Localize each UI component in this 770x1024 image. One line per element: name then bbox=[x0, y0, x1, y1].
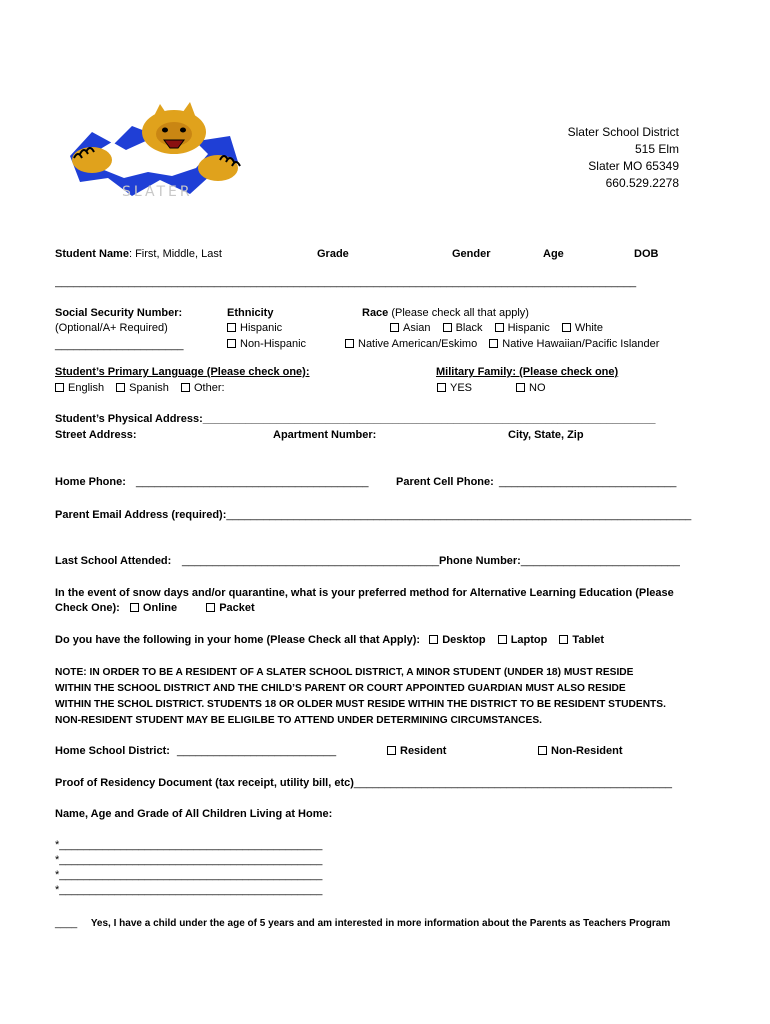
residency-proof-field[interactable]: ____________________________________________________ bbox=[353, 777, 673, 789]
military-option-label: YES bbox=[450, 382, 473, 394]
military-option-label: NO bbox=[529, 382, 546, 394]
race-option-asian[interactable] bbox=[390, 322, 431, 334]
physical-address-label: Student’s Physical Address: bbox=[55, 413, 203, 425]
language-option-label: English bbox=[68, 382, 105, 394]
language-option-label: Spanish bbox=[129, 382, 169, 394]
student-name-label: Student Name bbox=[55, 248, 129, 260]
race-option-white[interactable] bbox=[562, 322, 603, 334]
residency-proof-row bbox=[55, 777, 672, 789]
military-option-no[interactable] bbox=[516, 382, 546, 394]
device-option-laptop[interactable] bbox=[498, 634, 548, 646]
city-state-zip-label: City, State, Zip bbox=[508, 429, 584, 441]
language-options bbox=[55, 382, 234, 394]
alt-learning-option-packet[interactable] bbox=[206, 602, 254, 614]
checkbox-icon[interactable] bbox=[206, 603, 215, 612]
wildcat-logo bbox=[62, 96, 248, 200]
last-school-row bbox=[182, 555, 680, 567]
district-city: Slater MO 65349 bbox=[588, 159, 679, 173]
home-phone-label: Home Phone: bbox=[55, 476, 126, 488]
checkbox-icon[interactable] bbox=[437, 383, 446, 392]
last-school-phone-label: Phone Number: bbox=[438, 555, 521, 567]
checkbox-icon[interactable] bbox=[345, 339, 354, 348]
checkbox-icon[interactable] bbox=[538, 746, 547, 755]
device-option-label: Desktop bbox=[442, 634, 486, 646]
alt-learning-question-cont: Check One): bbox=[55, 602, 120, 614]
checkbox-icon[interactable] bbox=[227, 339, 236, 348]
child-entry-field[interactable]: *___________________________________________ bbox=[55, 884, 323, 896]
note-line: WITHIN THE SCHOL DISTRICT. STUDENTS 18 OR OLDER MUST RESIDE WITHIN THE DISTRICT TO BE RESIDENT STUDENTS. bbox=[55, 699, 666, 710]
district-address bbox=[568, 124, 679, 192]
ethnicity-option-label: Hispanic bbox=[240, 322, 283, 334]
checkbox-icon[interactable] bbox=[387, 746, 396, 755]
race-option-label: Asian bbox=[403, 322, 431, 334]
home-district-label: Home School District: bbox=[55, 745, 170, 757]
parent-email-row bbox=[55, 509, 691, 521]
child-entry-field[interactable]: *___________________________________________ bbox=[55, 854, 323, 866]
checkbox-icon[interactable] bbox=[55, 383, 64, 392]
race-label: Race bbox=[362, 307, 389, 319]
language-option-other[interactable] bbox=[181, 382, 225, 394]
checkbox-icon[interactable] bbox=[516, 383, 525, 392]
alt-learning-option-label: Online bbox=[142, 602, 178, 614]
checkbox-icon[interactable] bbox=[227, 323, 236, 332]
device-option-desktop[interactable] bbox=[429, 634, 485, 646]
resident-option-label: Resident bbox=[400, 745, 447, 757]
race-option-label: Black bbox=[455, 322, 483, 334]
checkbox-icon[interactable] bbox=[498, 635, 507, 644]
ethnicity-label: Ethnicity bbox=[227, 307, 274, 319]
parent-cell-label: Parent Cell Phone: bbox=[396, 476, 494, 488]
child-entry-field[interactable]: *___________________________________________ bbox=[55, 869, 323, 881]
alt-learning-option-label: Packet bbox=[219, 602, 255, 614]
note-line: NON-RESIDENT STUDENT MAY BE ELIGILBE TO ATTEND UNDER DETERMINING CIRCUMSTANCES. bbox=[55, 715, 542, 726]
race-option-hispanic[interactable] bbox=[495, 322, 550, 334]
race-option-label: Hispanic bbox=[507, 322, 550, 334]
checkbox-icon[interactable] bbox=[116, 383, 125, 392]
street-address-label: Street Address: bbox=[55, 429, 137, 441]
parent-email-field[interactable]: ____________________________________________________________________________ bbox=[226, 509, 692, 521]
apartment-label: Apartment Number: bbox=[273, 429, 377, 441]
last-school-phone-field[interactable]: __________________________ bbox=[520, 555, 680, 567]
checkbox-icon[interactable] bbox=[181, 383, 190, 392]
ssn-note: (Optional/A+ Required) bbox=[55, 322, 168, 334]
last-school-field[interactable]: __________________________________________ bbox=[182, 555, 439, 567]
race-option-label: Native Hawaiian/Pacific Islander bbox=[502, 338, 660, 350]
devices-question: Do you have the following in your home (Please Check all that Apply): bbox=[55, 634, 421, 646]
checkbox-icon[interactable] bbox=[495, 323, 504, 332]
note-line: NOTE: IN ORDER TO BE A RESIDENT OF A SLATER SCHOOL DISTRICT, A MINOR STUDENT (UNDER 18) MUST RESIDE bbox=[55, 667, 634, 678]
ethnicity-option-label: Non-Hispanic bbox=[240, 338, 307, 350]
race-row-2 bbox=[345, 338, 668, 350]
race-option-native-hawaiian[interactable] bbox=[489, 338, 659, 350]
age-label: Age bbox=[543, 248, 564, 260]
note-line: WITHIN THE SCHOOL DISTRICT AND THE CHILD’S PARENT OR COURT APPOINTED GUARDIAN MUST ALSO RESIDE bbox=[55, 683, 626, 694]
race-option-label: Native American/Eskimo bbox=[358, 338, 478, 350]
district-name: Slater School District bbox=[567, 125, 679, 139]
military-label: Military Family: (Please check one) bbox=[436, 366, 619, 378]
ssn-label: Social Security Number: bbox=[55, 307, 183, 319]
checkbox-icon[interactable] bbox=[489, 339, 498, 348]
svg-text:SLATER: SLATER bbox=[122, 184, 193, 200]
pat-checkmark-field[interactable]: ____ bbox=[55, 918, 78, 929]
alt-learning-row bbox=[55, 602, 264, 614]
home-phone-field[interactable]: ______________________________________ bbox=[136, 476, 369, 488]
non-resident-option[interactable] bbox=[538, 745, 623, 757]
student-name-hint: : First, Middle, Last bbox=[128, 248, 222, 260]
language-option-spanish[interactable] bbox=[116, 382, 169, 394]
race-row-1 bbox=[390, 322, 612, 334]
ethnicity-option-hispanic[interactable] bbox=[227, 322, 282, 334]
district-phone: 660.529.2278 bbox=[605, 176, 679, 190]
wildcat-logo-graphic bbox=[62, 96, 248, 200]
checkbox-icon[interactable] bbox=[130, 603, 139, 612]
checkbox-icon[interactable] bbox=[390, 323, 399, 332]
residency-proof-label: Proof of Residency Document (tax receipt, utility bill, etc) bbox=[55, 777, 354, 789]
district-street: 515 Elm bbox=[634, 142, 679, 156]
physical-address-row bbox=[55, 413, 655, 425]
alt-learning-question: In the event of snow days and/or quarantine, what is your preferred method for Alternative Learning Education (Please bbox=[55, 587, 674, 599]
ethnicity-option-non-hispanic[interactable] bbox=[227, 338, 306, 350]
home-district-field[interactable]: __________________________ bbox=[177, 745, 337, 757]
physical-address-field[interactable]: __________________________________________________________________________ bbox=[202, 413, 656, 425]
alt-learning-option-online[interactable] bbox=[130, 602, 177, 614]
race-option-label: White bbox=[574, 322, 603, 334]
pat-statement: Yes, I have a child under the age of 5 years and am interested in more information about the Parents as Teachers Program bbox=[90, 918, 671, 929]
pat-row bbox=[55, 918, 670, 929]
non-resident-option-label: Non-Resident bbox=[551, 745, 623, 757]
race-hint: (Please check all that apply) bbox=[388, 307, 529, 319]
student-info-line[interactable]: _______________________________________________________________________________________________ bbox=[55, 276, 637, 288]
device-option-tablet[interactable] bbox=[559, 634, 604, 646]
student-name-heading bbox=[55, 248, 222, 260]
resident-option[interactable] bbox=[387, 745, 446, 757]
race-heading bbox=[362, 307, 529, 319]
children-list bbox=[55, 838, 322, 898]
children-label: Name, Age and Grade of All Children Living at Home: bbox=[55, 808, 333, 820]
residency-note bbox=[55, 665, 695, 729]
ssn-field[interactable]: _____________________ bbox=[55, 339, 184, 351]
devices-row bbox=[55, 634, 613, 646]
child-entry-field[interactable]: *___________________________________________ bbox=[55, 839, 323, 851]
last-school-label: Last School Attended: bbox=[55, 555, 172, 567]
dob-label: DOB bbox=[634, 248, 659, 260]
device-option-label: Tablet bbox=[572, 634, 604, 646]
military-option-yes[interactable] bbox=[437, 382, 472, 394]
checkbox-icon[interactable] bbox=[562, 323, 571, 332]
language-option-label: Other: bbox=[193, 382, 225, 394]
parent-email-label: Parent Email Address (required): bbox=[55, 509, 227, 521]
gender-label: Gender bbox=[452, 248, 491, 260]
parent-cell-field[interactable]: _____________________________ bbox=[499, 476, 677, 488]
race-option-black[interactable] bbox=[443, 322, 483, 334]
language-option-english[interactable] bbox=[55, 382, 104, 394]
device-option-label: Laptop bbox=[510, 634, 548, 646]
checkbox-icon[interactable] bbox=[559, 635, 568, 644]
grade-label: Grade bbox=[317, 248, 349, 260]
language-label: Student’s Primary Language (Please check one): bbox=[55, 366, 310, 378]
race-option-native-american[interactable] bbox=[345, 338, 477, 350]
checkbox-icon[interactable] bbox=[429, 635, 438, 644]
checkbox-icon[interactable] bbox=[443, 323, 452, 332]
